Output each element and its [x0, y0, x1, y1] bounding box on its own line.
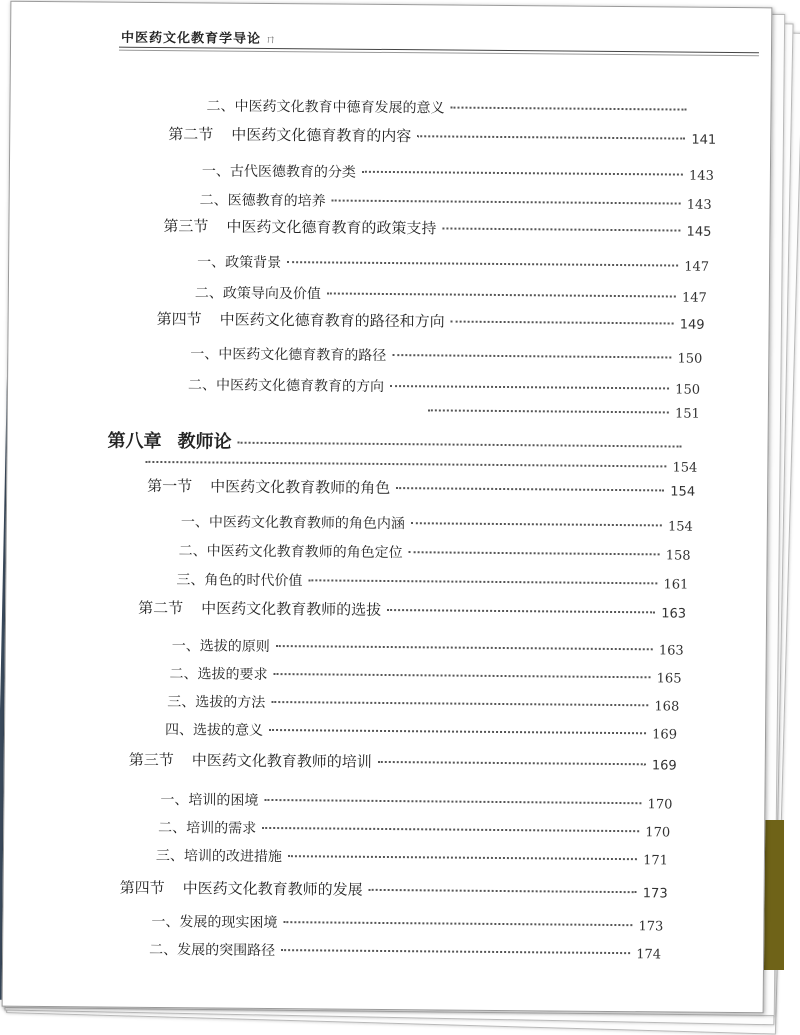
- toc-entry[interactable]: 二、政策导向及价值 147: [194, 285, 707, 306]
- toc-entry[interactable]: 一、政策背景 147: [197, 254, 710, 275]
- toc-entry[interactable]: 二、发展的突围路径 174: [149, 941, 662, 963]
- toc-entry[interactable]: 三、角色的时代价值 161: [176, 572, 689, 593]
- toc-entry[interactable]: 二、中医药文化教育中德育发展的意义: [206, 95, 692, 119]
- dot-leader: [262, 827, 639, 832]
- running-head-mark: ㄇ: [265, 32, 278, 47]
- toc-section[interactable]: 第四节 中医药文化教育教师的发展 173: [119, 878, 668, 902]
- toc-trailing-page: [428, 404, 700, 421]
- dot-leader: [145, 461, 666, 468]
- toc-entry[interactable]: 二、医德教育的培养 143: [199, 192, 712, 213]
- toc-section[interactable]: 第二节 中医药文化教育教师的选拔 163: [138, 598, 687, 622]
- dot-leader: [288, 855, 637, 860]
- page-number: 163: [658, 643, 684, 659]
- dot-leader: [369, 889, 637, 893]
- page-number: 150: [677, 351, 703, 367]
- dot-leader: [378, 761, 646, 765]
- toc-entry[interactable]: 三、选拔的方法 168: [167, 694, 680, 715]
- dot-leader: [238, 442, 682, 448]
- toc-entry[interactable]: 一、培训的困境 170: [160, 792, 673, 813]
- dot-leader: [396, 487, 664, 491]
- dot-leader: [276, 645, 653, 650]
- dot-leader: [308, 579, 657, 584]
- toc-entry[interactable]: 二、培训的需求 170: [158, 820, 671, 841]
- toc-section[interactable]: 第一节 中医药文化教育教师的角色 154: [147, 476, 696, 500]
- toc-section[interactable]: 第三节 中医药文化德育教育的政策支持 145: [163, 217, 712, 240]
- toc-chapter[interactable]: 第八章 教师论: [107, 427, 687, 458]
- toc-entry[interactable]: 四、选拔的意义 169: [164, 722, 678, 743]
- page-number: 169: [651, 758, 677, 774]
- toc-entry[interactable]: 一、发展的现实困境 173: [151, 913, 664, 935]
- page-number: 143: [686, 197, 712, 213]
- toc-entry[interactable]: 一、古代医德教育的分类 143: [201, 163, 714, 184]
- dot-leader: [269, 729, 646, 734]
- toc-section[interactable]: 第三节 中医药文化教育教师的培训 169: [128, 750, 677, 774]
- dot-leader: [387, 609, 655, 613]
- page-number: 154: [667, 519, 693, 535]
- page-number: 150: [675, 382, 701, 398]
- dot-leader: [362, 171, 683, 176]
- page-number: 158: [665, 548, 691, 564]
- page-number: 161: [663, 577, 689, 593]
- toc-entry[interactable]: 二、中医药文化德育教育的方向 150: [187, 377, 701, 398]
- page-number: 147: [681, 290, 707, 306]
- running-head: [121, 27, 277, 47]
- toc-entry[interactable]: 一、中医药文化德育教育的路径 150: [190, 346, 703, 367]
- dot-leader: [409, 551, 660, 555]
- page-number: 169: [652, 727, 678, 743]
- dot-leader: [274, 673, 651, 678]
- page-number: 163: [661, 606, 687, 622]
- page-number: 154: [672, 460, 698, 476]
- page-number: 151: [674, 406, 700, 422]
- dot-leader: [411, 522, 662, 526]
- page-number: 147: [684, 259, 710, 275]
- page-number: 145: [686, 224, 712, 240]
- page-number: 174: [636, 947, 662, 963]
- page-number: 173: [642, 886, 668, 902]
- dot-leader: [417, 135, 685, 139]
- dot-leader: [327, 292, 676, 297]
- dot-leader: [392, 354, 671, 358]
- toc-entry[interactable]: 二、中医药文化教育教师的角色定位 158: [178, 543, 691, 564]
- page-number: 154: [670, 484, 696, 500]
- toc-section[interactable]: 第四节 中医药文化德育教育的路径和方向 149: [156, 309, 705, 333]
- toc-page: [2, 1, 773, 1014]
- page-number: 149: [679, 317, 705, 333]
- dot-leader: [451, 321, 674, 325]
- page-number: 173: [638, 919, 664, 935]
- dot-leader: [390, 385, 669, 389]
- page-number: 170: [647, 797, 673, 813]
- dot-leader: [264, 799, 641, 804]
- running-head-title: 中医药文化教育学导论: [121, 30, 262, 47]
- dot-leader: [428, 409, 669, 413]
- page-number: 171: [643, 853, 668, 869]
- dot-leader: [281, 949, 630, 954]
- page-number: 170: [645, 825, 671, 841]
- toc-trailing-page: [145, 456, 697, 476]
- page-number: 141: [691, 132, 717, 148]
- toc-entry[interactable]: 一、选拔的原则 163: [171, 638, 684, 659]
- toc-entry[interactable]: 三、培训的改进措施 171: [155, 847, 668, 869]
- dot-leader: [442, 227, 680, 231]
- dot-leader: [271, 701, 648, 706]
- dot-leader: [283, 921, 632, 926]
- dot-leader: [450, 107, 686, 111]
- toc-entry[interactable]: 二、选拔的要求 165: [169, 666, 682, 687]
- page-number: 168: [654, 699, 680, 715]
- dot-leader: [287, 261, 678, 266]
- toc-section[interactable]: 第二节 中医药文化德育教育的内容 141: [168, 125, 717, 148]
- cover-corner: [762, 820, 784, 970]
- page-number: 143: [689, 168, 714, 184]
- toc-entry[interactable]: 一、中医药文化教育教师的角色内涵 154: [180, 514, 693, 535]
- page-number: 165: [656, 671, 682, 687]
- dot-leader: [332, 200, 681, 205]
